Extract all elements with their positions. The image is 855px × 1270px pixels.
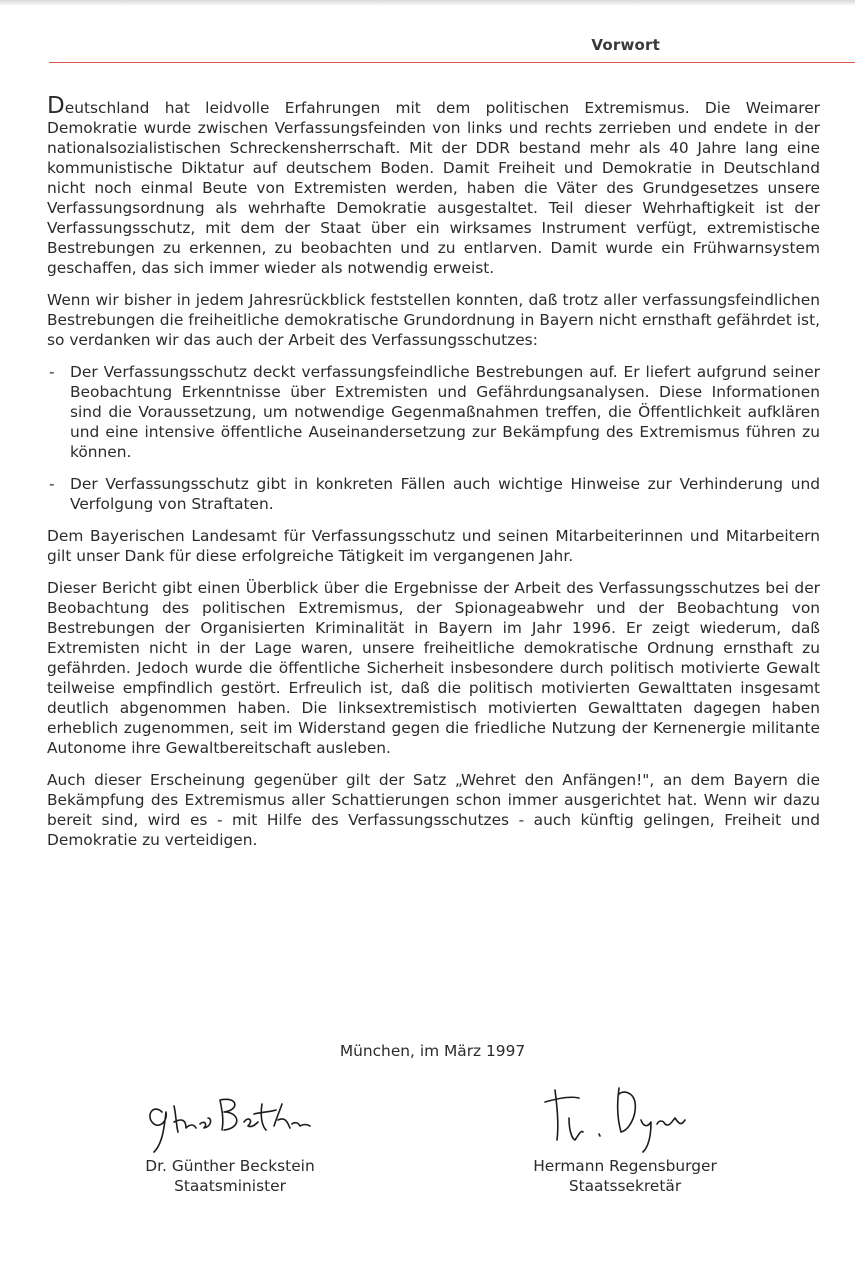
paragraph-review: Wenn wir bisher in jedem Jahresrückblick feststellen konnten, daß trotz aller verfassungsfeindlichen Bestrebungen die freiheitliche demokratische Grundordnung in Bayern nicht ernsthaft gefährdet ist, so verdanken wir das auch der Arbeit des Verfassungsschutzes: (47, 291, 820, 349)
place-date: München, im März 1997 (339, 1042, 526, 1060)
list-item: - Der Verfassungsschutz deckt verfassungsfeindliche Bestrebungen auf. Er liefert aufgrund seiner Beobachtung Erkenntnisse über Extremisten und Gefährdungsanalysen. Diese Informationen sind die Voraussetzung, um notwendige Gegenmaßnahmen treffen, die Öffentlichkeit aufklären und eine intensive öffentliche Auseinandersetzung zur Bekämpfung des Extremismus führen zu können. (47, 362, 820, 462)
paragraph-intro: Deutschland hat leidvolle Erfahrungen mit dem politischen Extremismus. Die Weimarer Demokratie wurde zwischen Verfassungsfeinden von links und rechts zerrieben und endete in der nationalsozialistischen Schreckensherrschaft. Mit der DDR bestand mehr als 40 Jahre lang eine kommunistische Diktatur auf deutschem Boden. Damit Freiheit und Demokratie in Deutschland nicht noch einmal Beute von Extremisten werden, haben die Väter des Grundgesetzes unsere Verfassungsordnung als wehrhafte Demokratie ausgestaltet. Teil dieser Wehrhaftigkeit ist der Verfassungsschutz, mit dem der Staat über ein wirksames Instrument verfügt, extremistische Bestrebungen zu erkennen, zu beobachten und zu entlarven. Damit wurde ein Frühwarnsystem geschaffen, das sich immer wieder als notwendig erweist. (47, 93, 820, 277)
signatory-role: Staatsminister (174, 1177, 286, 1195)
list-item: - Der Verfassungsschutz gibt in konkreten Fällen auch wichtige Hinweise zur Verhinderung und Verfolgung von Straftaten. (47, 474, 820, 514)
paragraph-closing: Auch dieser Erscheinung gegenüber gilt der Satz „Wehret den Anfängen!", an dem Bayern die Bekämpfung des Extremismus aller Schattierungen schon immer ausgerichtet hat. Wenn wir dazu bereit sind, wird es - mit Hilfe des Verfassungsschutzes - auch künftig gelingen, Freiheit und Demokratie zu verteidigen. (47, 771, 820, 849)
signature-block-minister (113, 1084, 347, 1196)
header-rule (49, 62, 855, 63)
signatory-name: Hermann Regensburger (533, 1157, 717, 1175)
paragraph-thanks: Dem Bayerischen Landesamt für Verfassungsschutz und seinen Mitarbeiterinnen und Mitarbeitern gilt unser Dank für diese erfolgreiche Tätigkeit im vergangenen Jahr. (47, 527, 820, 565)
page-top-shadow (0, 0, 855, 6)
paragraph-report: Dieser Bericht gibt einen Überblick über die Ergebnisse der Arbeit des Verfassungsschutzes bei der Beobachtung des politischen Extremismus, der Spionageabwehr und der Beobachtung von Bestrebungen der Organisierten Kriminalität in Bayern im Jahr 1996. Er zeigt wiederum, daß Extremisten nicht in der Lage waren, unsere freiheitliche demokratische Ordnung ernsthaft zu gefährden. Jedoch wurde die öffentliche Sicherheit insbesondere durch politisch motivierte Gewalt teilweise empfindlich gestört. Erfreulich ist, daß die politisch motivierten Gewalttaten insgesamt deutlich abgenommen haben. Die linksextremistisch motivierten Gewalttaten dagegen haben erheblich zugenommen, seit im Widerstand gegen die friedliche Nutzung der Kernenergie militante Autonome ihre Gewaltbereitschaft ausleben. (47, 579, 820, 757)
bullet-list (47, 362, 820, 514)
handwritten-signature-icon (140, 1084, 320, 1156)
section-title: Vorwort (591, 36, 660, 54)
signature-block-secretary (515, 1080, 735, 1196)
handwritten-signature-icon (535, 1080, 715, 1156)
signatory-role: Staatssekretär (568, 1177, 682, 1195)
signatory-name: Dr. Günther Beckstein (145, 1157, 315, 1175)
foreword-body (47, 93, 820, 862)
